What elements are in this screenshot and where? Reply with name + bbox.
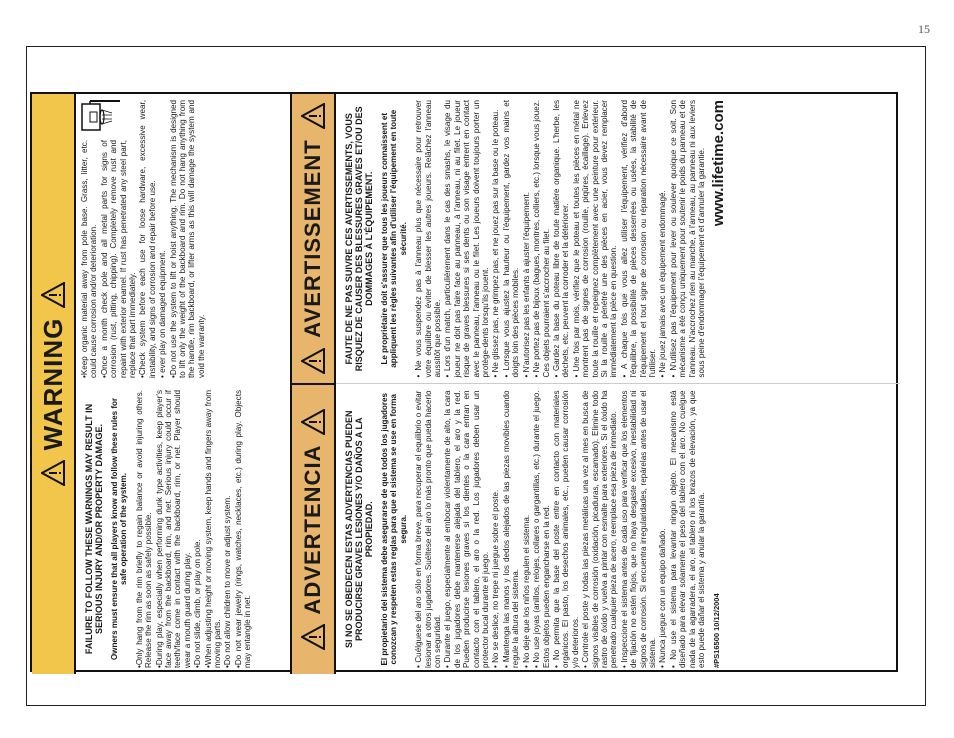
advertencia-item: • Cuélguese del aro sólo en forma breve, para recuperar el equilibrio o evitar lesionar a otros jugadores. Suéltese del aro lo más pronto que pueda hacerlo con seguridad. <box>414 390 443 668</box>
warning-title: WARNING <box>37 317 68 451</box>
warning-item: • ever play on damaged equipment. <box>158 250 168 378</box>
avertissement-title: AVERTISSEMENT <box>300 139 325 338</box>
avertissement-item: • Ne jouez jamais avec un équipement endommagé. <box>658 190 668 378</box>
warning-triangle-icon <box>301 103 325 129</box>
advertencia-title: ADVERTENCIA <box>300 444 325 615</box>
advertencia-item: • Nunca juegue con un equipo dañado. <box>658 528 668 668</box>
basketball-hoop-icon <box>80 100 120 136</box>
advertencia-item: • Mantenga las manos y los dedos alejados de las piezas movibles cuando regule la altura del sistema. <box>501 390 521 668</box>
warning-item: •Do not allow children to move or adjust system. <box>223 495 233 668</box>
warning-triangle-icon <box>301 348 325 374</box>
avertissement-heading: FAUTE DE NE PAS SUIVRE CES AVERTISSEMENTS, VOUS RISQUEZ DE CAUSER DES BLESSURES GRAVES ET/OU DES DOMMAGES À L'ÉQUIPEMENT. <box>344 106 374 372</box>
warning-heading: FAILURE TO FOLLOW THESE WARNINGS MAY RESULT IN SERIOUS INJURY AND/OR PROPERTY DAMAGE. <box>84 403 104 655</box>
warning-triangle-icon <box>301 409 325 435</box>
avertissement-item: • Lorsque vous ajustez la hauteur ou l'équipement, gardez vos mains et doigts loin des pièces mobiles. <box>501 100 521 378</box>
spanish-french-section <box>336 94 900 674</box>
advertencia-item: • Inspeccione el sistema antes de cada uso para verificar que los elementos de fijación no estén flojos, que no haya desgaste excesivo, inestabilidad ni signos de corrosión. Si encuentra irregularidades, repárelas antes de usar el sistema. <box>619 390 657 668</box>
avertissement-item: • N'autorisez pas les enfants à ajuster l'équipement. <box>521 192 531 378</box>
warning-item: •During play, especially when performing dunk type activities, keep player's face away from the backboard, rim, and net. Serious injury could occur if teeth/face come in contact with the backboard, rim, or net. Player should wear a mouth guard during play. <box>154 390 192 668</box>
warning-english-section <box>76 94 292 674</box>
avertissement-item: • N'utilisez pas l'équipement pour lever ou soulever quoique ce soit. Son mécanisme a été conçu uniquement pour soutenir le poids du panneau et de l'anneau. N'accrochez rien au manche, à l'anneau, au panneau ni aux leviers sous peine d'endommager l'équipement et d'annuler la garantie. <box>668 100 706 378</box>
advertencia-item: • Durante el juego, especialmente al embocar violentamente de alto, la cara de los jugadores debe mantenerse alejada del tablero, el aro y la red. Pueden producirse lesiones graves si los dientes o la cara entran en contacto con el tablero, el aro o la red. Los jugadores deben usar un protector bucal durante el juego. <box>443 390 491 668</box>
advertencia-column <box>336 384 900 675</box>
spanish-french-band <box>292 94 336 674</box>
warning-item: •Do not slide, climb, or play on pole. <box>193 539 203 668</box>
warning-label <box>30 92 898 672</box>
warning-triangle-icon <box>41 460 65 486</box>
avertissement-subheading: Le propriétaire doit s'assurer que tous les joueurs connaissent et appliquent les règles suivantes afin d'utiliser l'équipement en toute sécurité. <box>380 109 408 368</box>
warning-item: •Do not wear jewelry (rings, watches, necklaces, etc.) during play. Objects may entangle in net. <box>233 390 253 668</box>
advertencia-item: • No se deslice, no trepe ni juegue sobre el poste. <box>491 489 501 668</box>
avertissement-column <box>336 94 900 384</box>
warning-item: •Once a month check pole and all metal parts for signs of corrosion (rust, pitting, chipping). Completely remove rust and repaint with exterior enamel. If rust has penetrated any steel part, replace that part immediately. <box>99 140 138 378</box>
advertencia-item: • No deje que los niños regulen el sistema. <box>521 514 531 668</box>
avertissement-item: • Une fois par mois, vérifiez que le poteau et toutes les pièces en métal ne montrent pas de signes de corrosion (rouille, piqûres, écaillage). Enlevez toute la rouille et repeignez complètement avec une peinture pour extérieur. Si la rouille a pénétré une des pièces en acier, vous devez remplacer immédiatement la pièce en question. <box>571 100 619 378</box>
avertissement-item: • Ne glissez pas, ne grimpez pas, et ne jouez pas sur la base ou le poteau. <box>491 109 501 378</box>
rotated-label-content <box>32 94 900 674</box>
warning-triangle-icon <box>301 624 325 650</box>
warning-band <box>32 94 76 674</box>
avertissement-item: • Lors d'un match, particulièrement dans le cas des smashs, le visage du joueur ne doit pas faire face au panneau, à l'anneau, ni au filet. Le joueur risque de graves blessures si ses dents ou son visage entrent en contact avec le panneau, l'anneau ou le filet. Les joueurs doivent toujours porter un protège-dents lorsqu'ils jouent. <box>443 100 491 378</box>
warning-item: •When adjusting height or moving system, keep hands and fingers away from moving parts. <box>203 390 223 668</box>
warning-item: •Check system before each use for loose hardware, excessive wear, instability, and signs of corrosion and repair before use. <box>138 100 157 378</box>
warning-left-column <box>76 384 290 674</box>
part-number: #PS16500 10/12/2004 <box>712 593 722 668</box>
advertencia-item: • No use el sistema para levantar ningún objeto. El mecanismo está diseñado para elevar solamente el peso del tablero con el aro. No cuelgue nada de la agarradera, el aro, el tablero ni los brazos de elevación, ya que esto puede dañar el sistema y anular la garantía. <box>668 390 706 668</box>
warning-item: •Keep organic material away from pole base. Grass, litter, etc. could cause corrosion and/or deterioration. <box>80 140 99 378</box>
advertencia-subheading: El propietario del sistema debe asegurarse de que todos los jugadores conozcan y respeten estas reglas para que el sistema se use en forma segura. <box>380 392 408 666</box>
warning-subheading: Owners must ensure that all players know and follow these rules for safe operation of the system. <box>110 397 129 661</box>
avertissement-item: • Gardez la base du poteau libre de toute matière organique. L'herbe, les déchets, etc. peuvent la corroder et la détériorer. <box>551 100 571 378</box>
avertissement-item: • Ne portez pas de bijoux (bagues, montres, colliers, etc.) lorsque vous jouez. Ces objets pourraient s'accrocher au filet. <box>532 100 551 378</box>
advertencia-heading: SI NO SE OBEDECEN ESTAS ADVERTENCIAS PUEDEN PRODUCIRSE GRAVES LESIONES Y/O DAÑOS A LA PROPIEDAD. <box>344 410 374 649</box>
advertencia-item: • Controle el poste y todas las piezas metálicas una vez al mes en busca de signos visibles de corrosión (oxidación, picaduras, escamado). Elimine todo rastro de óxido y vuelva a pintar con esmalte para exteriores. Si el óxido ha penetrado cualquier pieza de acero, reemplace esa pieza de inmediato. <box>581 390 619 668</box>
avertissement-item: • Ne vous suspendez pas à l'anneau plus que nécessaire pour retrouver votre équilibre ou éviter de blesser les autres joueurs. Relâchez l'anneau aussitôt que possible. <box>414 100 443 378</box>
warning-triangle-icon <box>41 282 65 308</box>
advertencia-item: • No permita que la base del poste entre en contacto con materiales orgánicos. El pasto, los desechos animales, etc., pueden causar corrosión y/o deterioros. <box>551 390 580 668</box>
website-link[interactable]: www.lifetime.com <box>710 100 728 227</box>
warning-right-column <box>76 94 290 384</box>
warning-item: •Only hang from the rim briefly to regain balance or avoid injuring others. Release the rim as soon as safely possible. <box>134 390 154 668</box>
warning-item: •Do not use the system to lift or hoist anything. The mechanism is designed to lift only the weight of the backboard and rim. Do not hang anything from the handle, rim backboard, or lifter arms as this will damage the system and void the warranty. <box>168 100 206 378</box>
advertencia-item: • No use joyas (anillos, relojes, collares o gargantillas, etc.) durante el juego. Estos objetos pueden engancharse en la red. <box>532 390 551 668</box>
page-number: 15 <box>918 22 930 36</box>
avertissement-item: • A chaque fois que vous allez utiliser l'équipement, vérifiez d'abord l'équilibre, la possibilité de pièces desserrées ou usées, la stabilité de l'équipement et tout signe de corrosion ou réparation nécessaire avant de l'utiliser. <box>619 100 657 378</box>
